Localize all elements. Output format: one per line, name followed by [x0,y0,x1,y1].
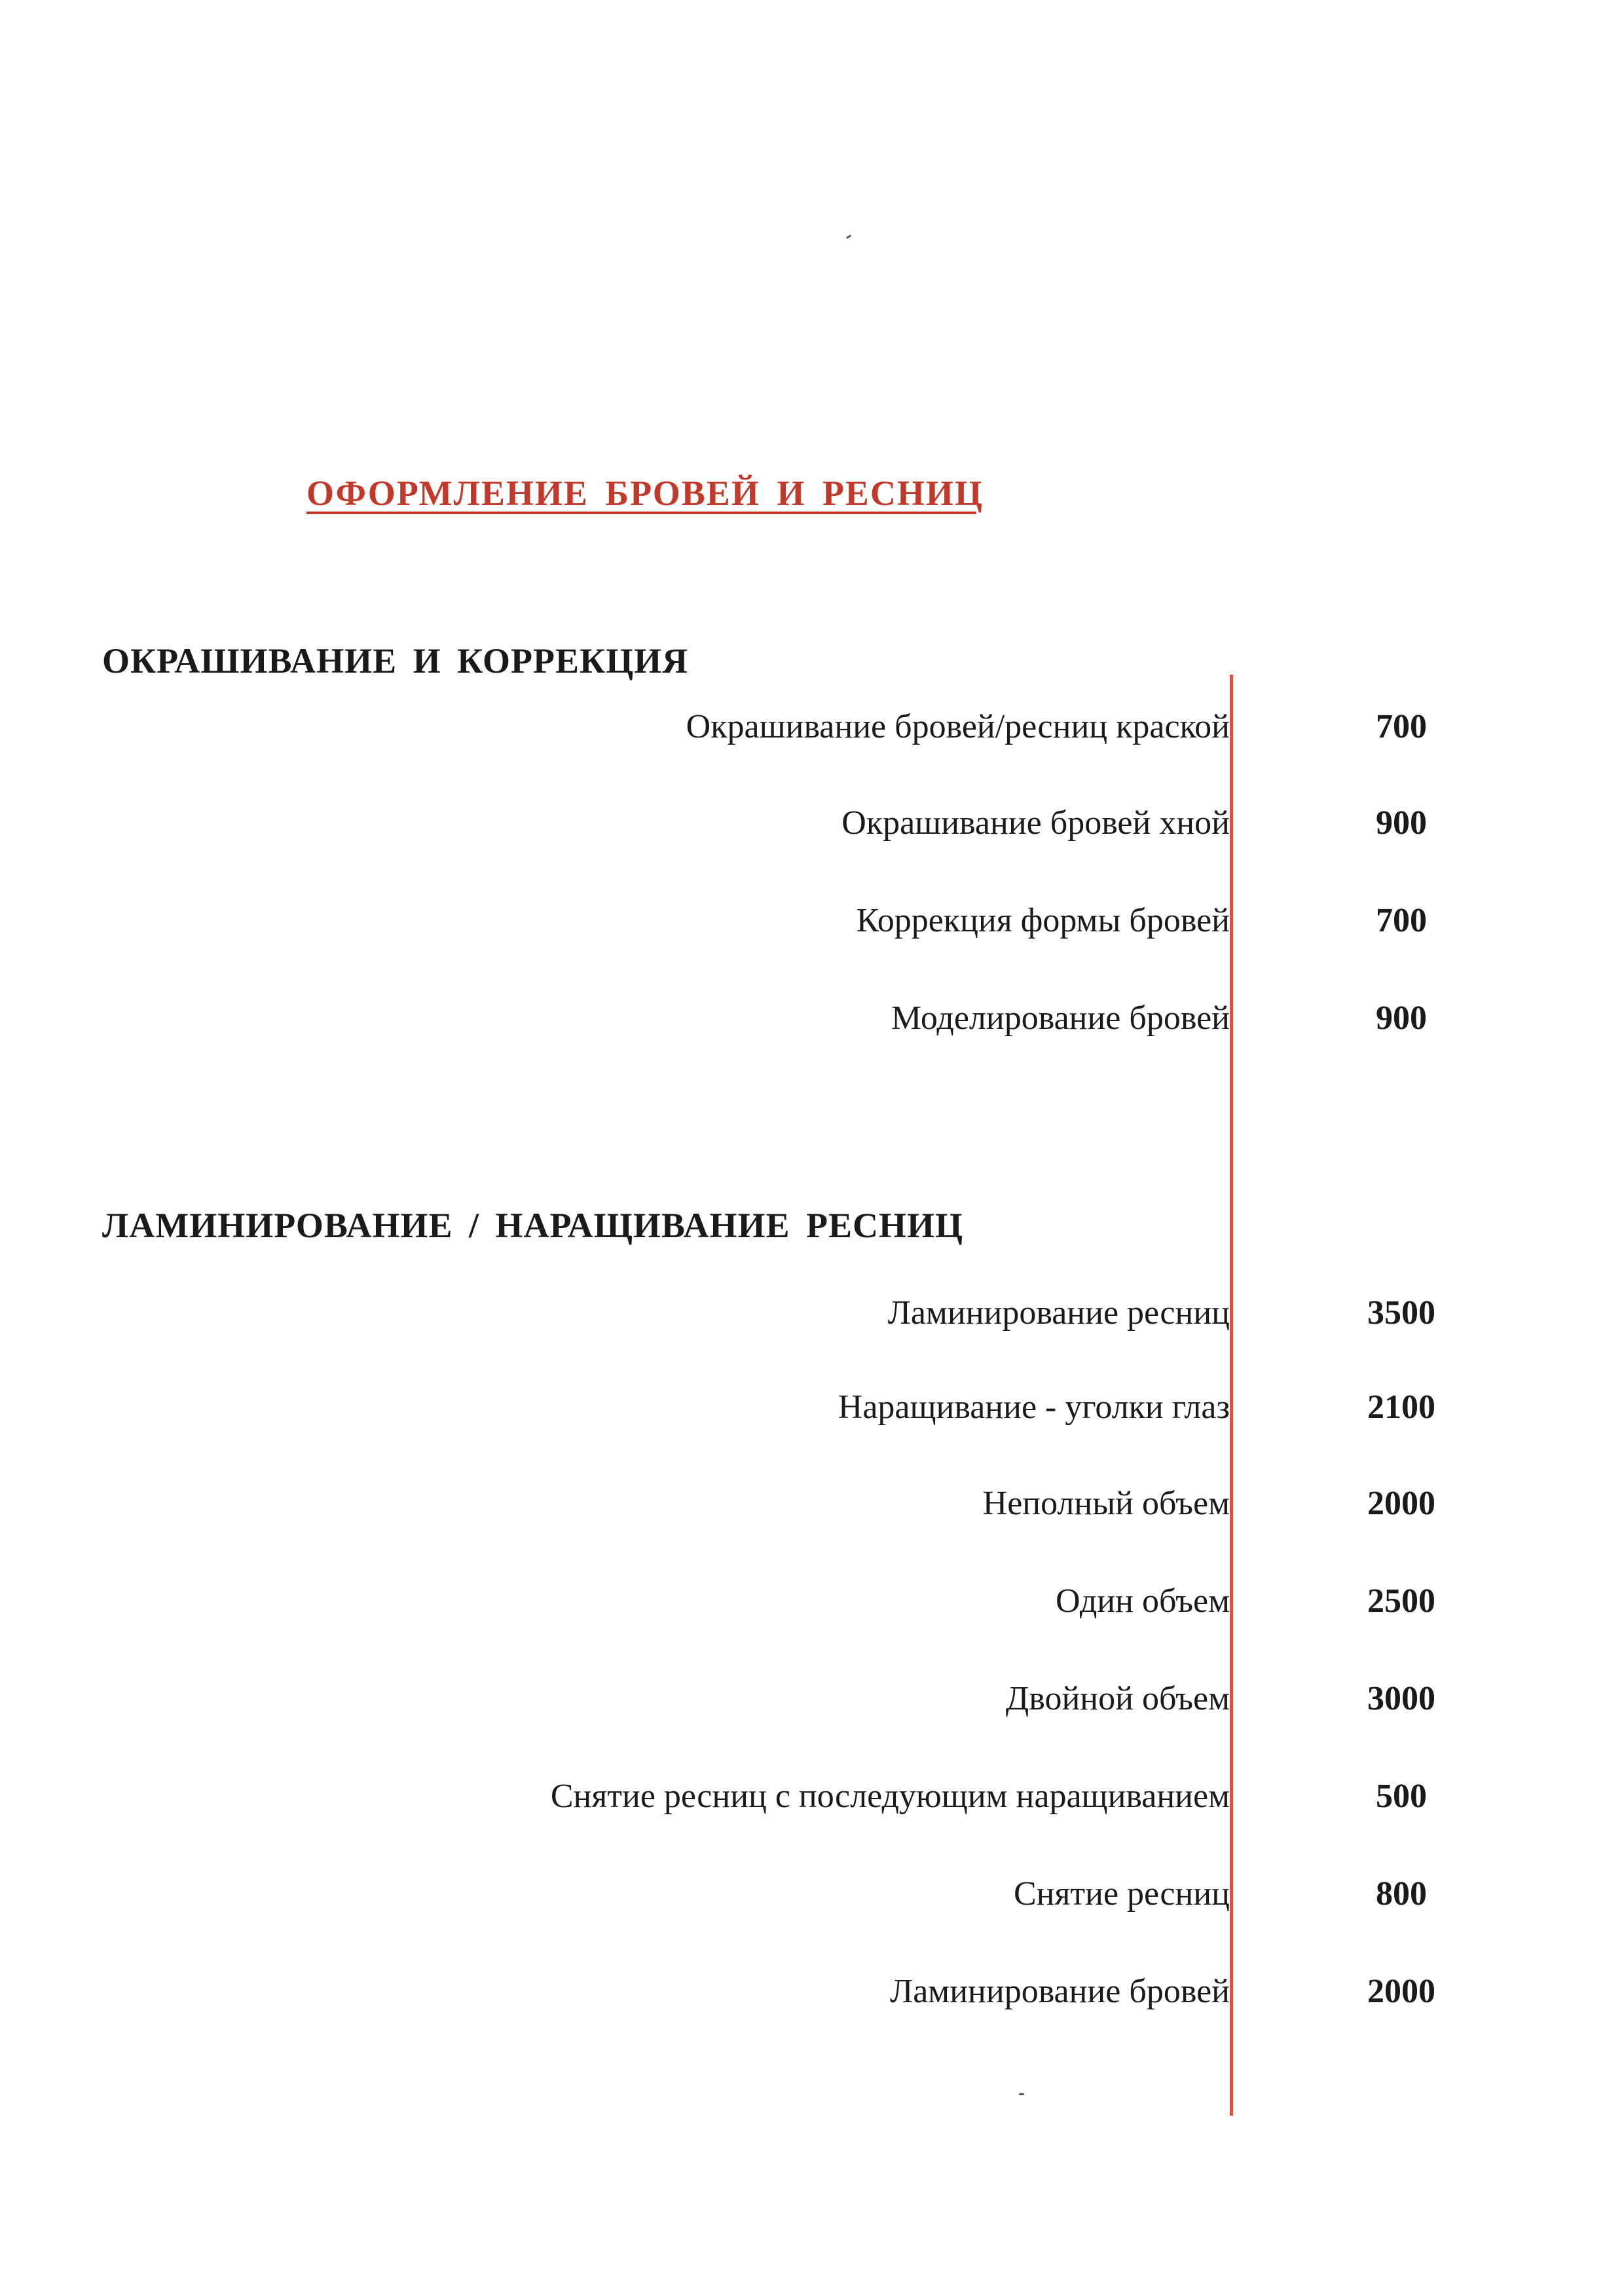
service-name: Коррекция формы бровей [856,902,1230,939]
service-price: 2000 [1367,1973,1435,2010]
service-price: 500 [1376,1778,1427,1815]
scan-artifact [1019,2093,1024,2095]
service-name: Неполный объем [982,1485,1230,1522]
price-row [0,1385,1624,1430]
service-price: 2100 [1367,1389,1435,1426]
service-name: Ламинирование ресниц [887,1294,1230,1332]
service-price: 900 [1376,804,1427,842]
service-price: 800 [1376,1875,1427,1912]
service-name: Ламинирование бровей [889,1973,1230,2010]
service-name: Окрашивание бровей хной [841,804,1230,842]
section-heading-lashes: ЛАМИНИРОВАНИЕ / НАРАЩИВАНИЕ РЕСНИЦ [102,1206,964,1245]
price-row [0,1481,1624,1527]
service-name: Наращивание - уголки глаз [838,1389,1230,1426]
section-heading-coloring: ОКРАШИВАНИЕ И КОРРЕКЦИЯ [102,641,689,681]
service-price: 700 [1376,902,1427,939]
service-name: Снятие ресниц [1013,1875,1230,1912]
price-row [0,800,1624,846]
scan-artifact [846,234,851,239]
service-name: Моделирование бровей [891,999,1230,1037]
service-price: 700 [1376,708,1427,745]
service-price: 3500 [1367,1294,1435,1332]
price-row [0,1871,1624,1917]
service-name: Снятие ресниц с последующим наращиванием [550,1778,1230,1815]
service-name: Двойной объем [1005,1680,1230,1717]
price-row [0,1578,1624,1624]
price-row [0,898,1624,944]
service-name: Один объем [1055,1582,1230,1620]
service-price: 900 [1376,999,1427,1037]
service-price: 3000 [1367,1680,1435,1717]
price-row [0,996,1624,1041]
service-price: 2000 [1367,1485,1435,1522]
price-row [0,1676,1624,1722]
price-row [0,1290,1624,1336]
price-row [0,1969,1624,2015]
service-name: Окрашивание бровей/ресниц краской [686,708,1230,745]
price-row [0,704,1624,750]
service-price: 2500 [1367,1582,1435,1620]
price-row [0,1774,1624,1819]
page-title: ОФОРМЛЕНИЕ БРОВЕЙ И РЕСНИЦ [306,474,984,513]
